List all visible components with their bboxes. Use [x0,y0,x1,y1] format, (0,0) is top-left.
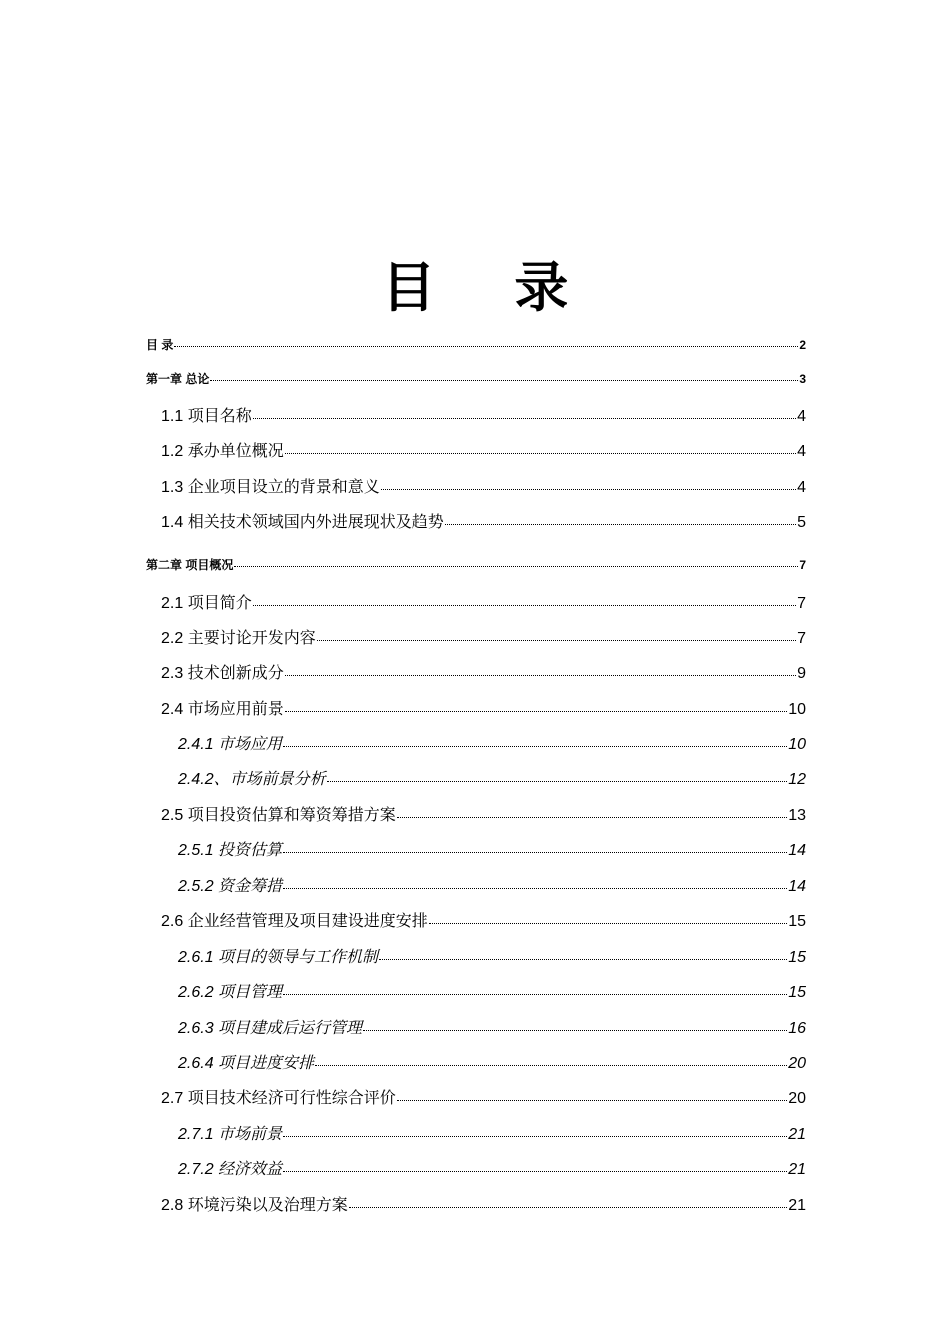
toc-entry[interactable] [178,1015,806,1038]
toc-page-number: 21 [788,1126,806,1143]
toc-dot-leader [349,1207,788,1208]
toc-entry[interactable] [178,944,806,967]
toc-entry[interactable] [178,1156,806,1179]
toc-page-number: 3 [799,372,806,386]
toc-entry-label: 2.5 项目投资估算和筹资筹措方案 [161,807,396,824]
toc-page-number: 14 [788,842,806,859]
toc-entry[interactable] [161,438,806,461]
toc-page-number: 5 [797,514,806,531]
toc-entry-label: 第二章 项目概况 [146,558,234,572]
toc-entry-label: 目 录 [146,338,174,352]
toc-dot-leader [283,1171,787,1172]
toc-page-number: 13 [788,807,806,824]
toc-dot-leader [174,346,798,347]
toc-dot-leader [397,1100,788,1101]
toc-dot-leader [315,1065,787,1066]
toc-page-number: 4 [797,443,806,460]
toc-entry-label: 2.6.4 项目进度安排 [178,1055,315,1072]
toc-entry-label: 1.1 项目名称 [161,408,252,425]
toc-page-number: 7 [799,558,806,572]
toc-entry-label: 2.6.1 项目的领导与工作机制 [178,949,379,966]
toc-entry-label: 2.5.2 资金筹措 [178,878,283,895]
toc-entry[interactable] [161,1085,806,1108]
toc-page-number: 2 [799,338,806,352]
toc-page-number: 21 [788,1197,806,1214]
toc-entry[interactable] [178,731,806,754]
toc-page-number: 20 [788,1090,806,1107]
toc-dot-leader [234,566,798,567]
toc-entry[interactable] [178,766,806,789]
toc-page-number: 10 [788,701,806,718]
toc-page-number: 4 [797,408,806,425]
toc-entry[interactable] [161,590,806,613]
toc-entry[interactable] [178,837,806,860]
toc-entry-label: 2.7.2 经济效益 [178,1161,283,1178]
toc-page-number: 15 [788,949,806,966]
toc-entry-label: 第一章 总论 [146,372,210,386]
toc-dot-leader [285,711,788,712]
toc-page-number: 7 [797,595,806,612]
toc-entry-label: 2.8 环境污染以及治理方案 [161,1197,348,1214]
toc-dot-leader [363,1030,787,1031]
toc-page-number: 7 [797,630,806,647]
toc-page-number: 12 [788,771,806,788]
toc-entry-label: 1.2 承办单位概况 [161,443,284,460]
toc-dot-leader [379,959,787,960]
toc-page-number: 20 [788,1055,806,1072]
toc-entry[interactable] [146,370,806,387]
toc-entry-label: 2.6.2 项目管理 [178,984,283,1001]
toc-entry[interactable] [161,908,806,931]
toc-entry[interactable] [161,696,806,719]
toc-dot-leader [317,640,796,641]
toc-page-number: 10 [788,736,806,753]
toc-dot-leader [397,817,788,818]
toc-dot-leader [283,852,787,853]
toc-page-number: 9 [797,665,806,682]
toc-entry-label: 2.1 项目简介 [161,595,252,612]
toc-entry-label: 2.4.1 市场应用 [178,736,283,753]
toc-entry[interactable] [178,1050,806,1073]
toc-entry[interactable] [161,660,806,683]
toc-entry-label: 2.3 技术创新成分 [161,665,284,682]
toc-entry-label: 2.5.1 投资估算 [178,842,283,859]
toc-dot-leader [283,888,787,889]
toc-entry[interactable] [161,403,806,426]
toc-entry[interactable] [161,474,806,497]
toc-entry[interactable] [178,873,806,896]
toc-dot-leader [285,453,796,454]
toc-dot-leader [283,1136,787,1137]
toc-entry[interactable] [161,1192,806,1215]
toc-entry-label: 2.6 企业经营管理及项目建设进度安排 [161,913,428,930]
toc-entry-label: 2.7 项目技术经济可行性综合评价 [161,1090,396,1107]
toc-title: 目 录 [381,255,599,319]
toc-entry-label: 2.6.3 项目建成后运行管理 [178,1020,363,1037]
toc-dot-leader [429,923,788,924]
toc-dot-leader [283,746,787,747]
toc-entry-label: 2.7.1 市场前景 [178,1126,283,1143]
toc-dot-leader [327,781,788,782]
toc-entry-label: 1.3 企业项目设立的背景和意义 [161,479,380,496]
toc-page-number: 21 [788,1161,806,1178]
toc-entry[interactable] [146,556,806,573]
toc-page-number: 14 [788,878,806,895]
toc-dot-leader [283,994,787,995]
toc-entry-label: 2.4 市场应用前景 [161,701,284,718]
toc-entry-label: 2.2 主要讨论开发内容 [161,630,316,647]
toc-entry-label: 2.4.2、市场前景分析 [178,771,326,788]
toc-dot-leader [253,605,796,606]
toc-dot-leader [445,524,796,525]
toc-dot-leader [285,675,796,676]
toc-entry[interactable] [161,509,806,532]
toc-entry[interactable] [161,802,806,825]
toc-entry[interactable] [178,979,806,1002]
toc-entry[interactable] [161,625,806,648]
toc-dot-leader [210,380,798,381]
toc-dot-leader [253,418,796,419]
toc-page-number: 16 [788,1020,806,1037]
toc-dot-leader [381,489,796,490]
toc-page-number: 15 [788,913,806,930]
toc-entry[interactable] [178,1121,806,1144]
toc-entry[interactable] [146,336,806,353]
toc-entry-label: 1.4 相关技术领域国内外进展现状及趋势 [161,514,444,531]
toc-page-number: 4 [797,479,806,496]
toc-page-number: 15 [788,984,806,1001]
